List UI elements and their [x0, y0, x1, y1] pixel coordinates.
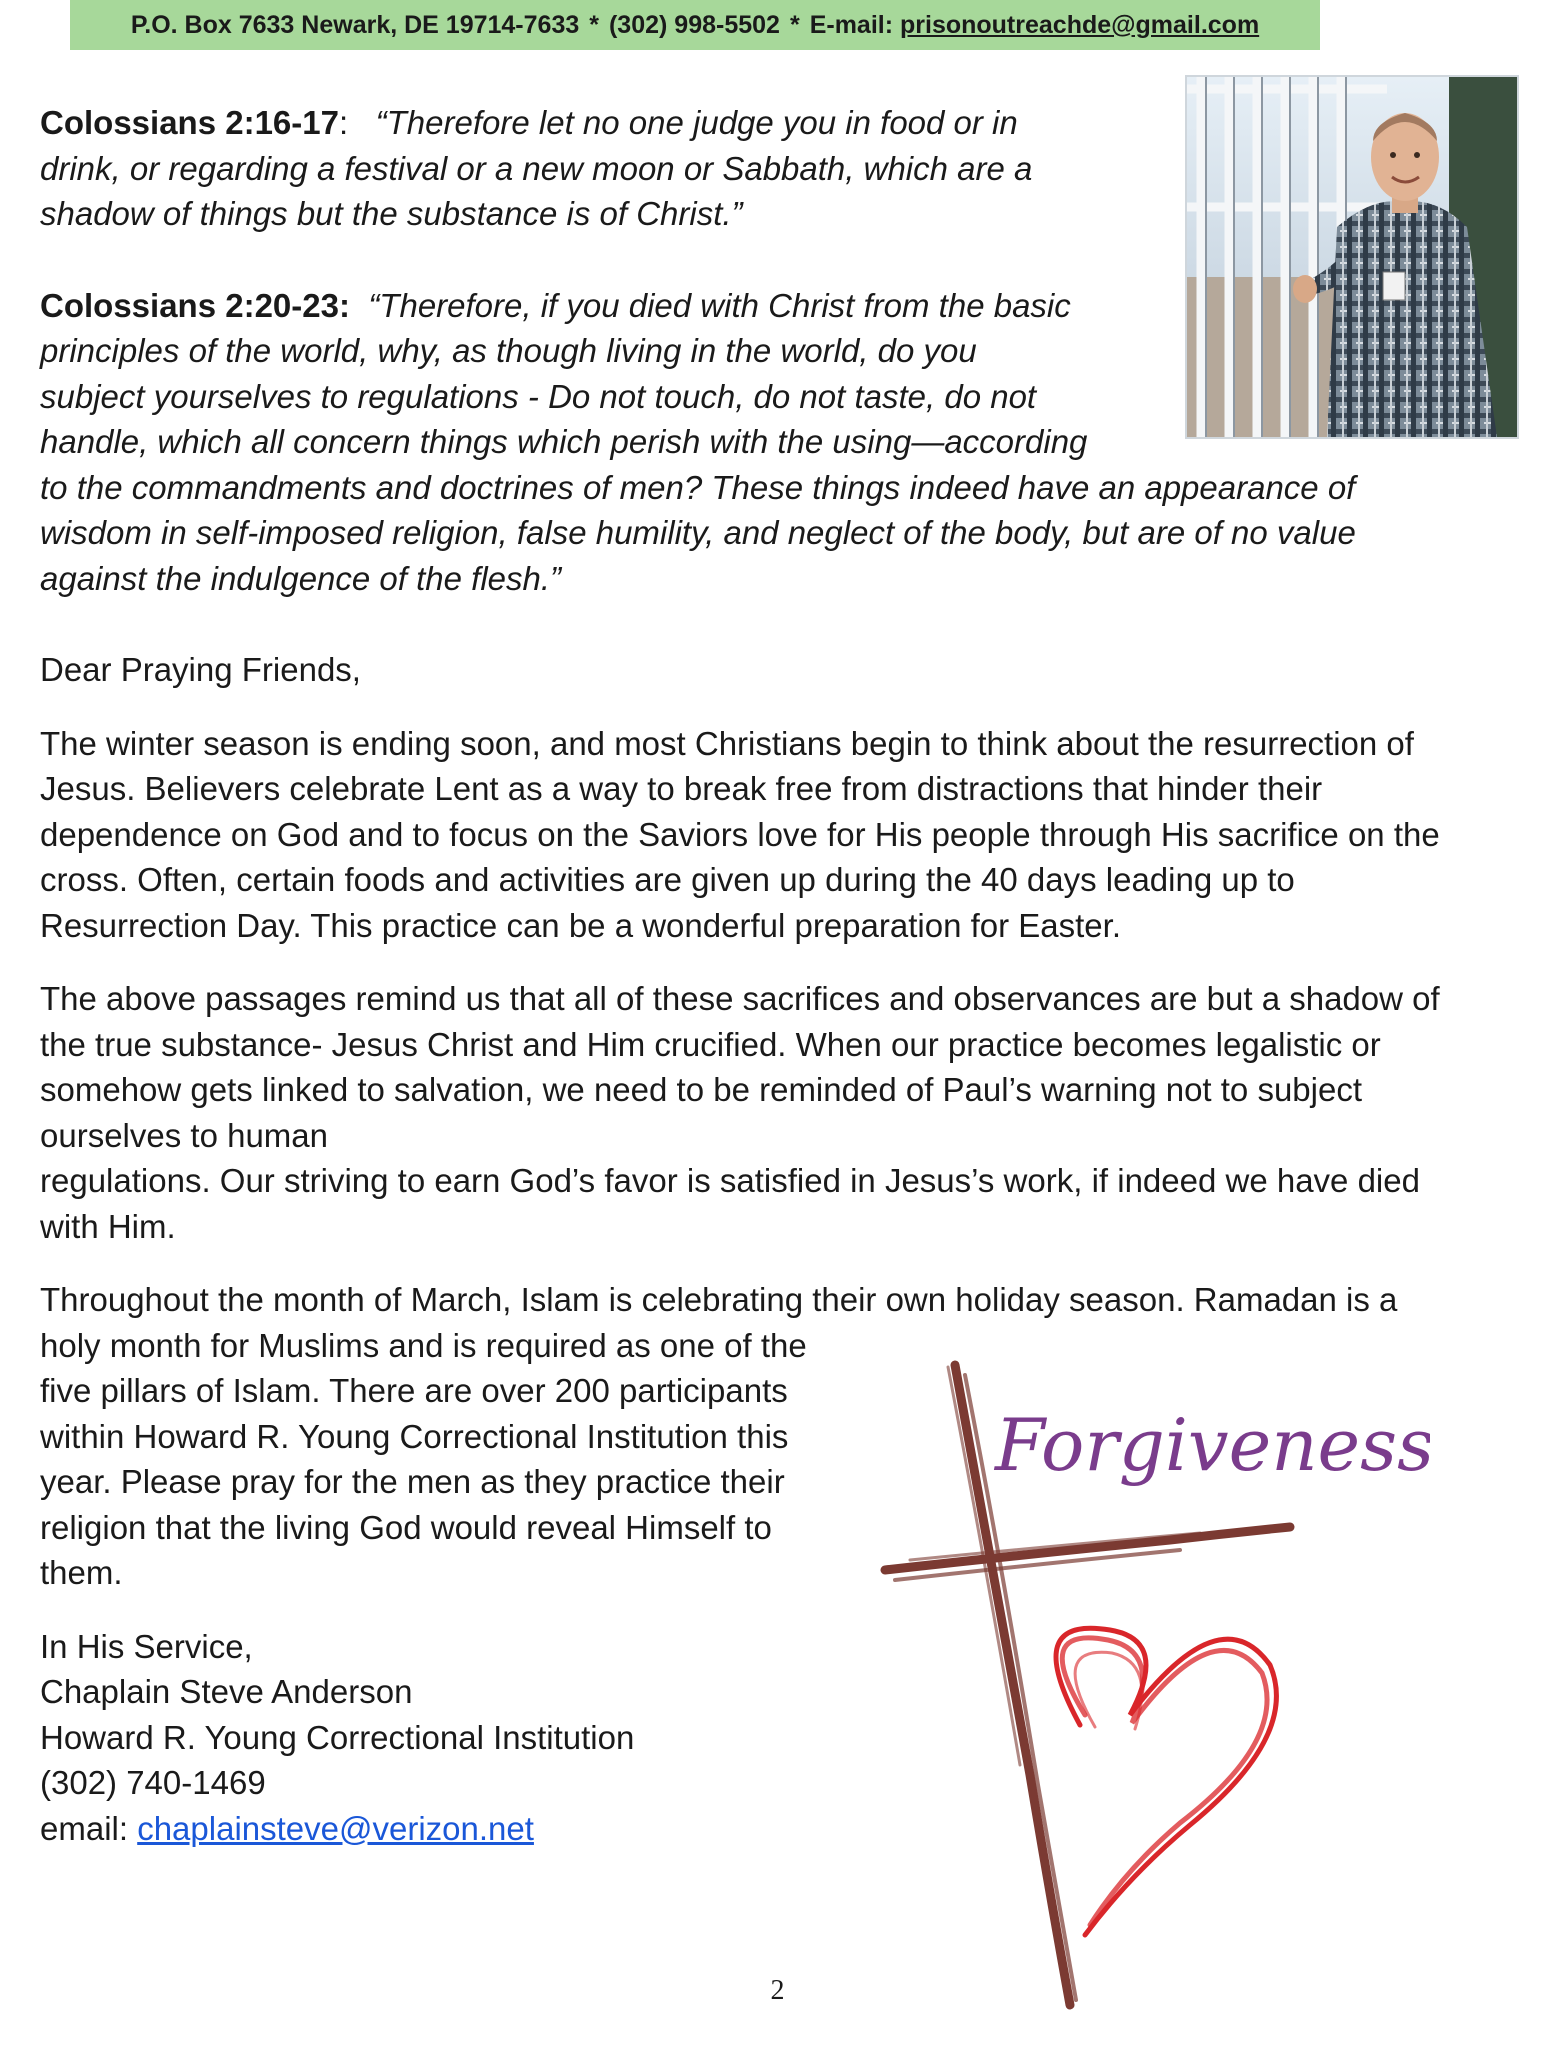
header-bar — [70, 0, 1320, 50]
signer-email-label: email: — [40, 1809, 129, 1847]
signer-phone: (302) 740-1469 — [40, 1764, 266, 1801]
paragraph-line: religion that the living God would reveal Himself to — [40, 1508, 772, 1546]
paragraph-line: with Him. — [40, 1207, 176, 1245]
verse-line: “Therefore let no one judge you in food or in — [375, 104, 1018, 141]
verse-line: “Therefore, if you died with Christ from the basic — [368, 286, 1071, 324]
verse-reference-colon: : — [338, 104, 349, 141]
paragraph-line: year. Please pray for the men as they practice their — [40, 1463, 785, 1500]
verse-block-1 — [40, 100, 1160, 237]
paragraph-line: holy month for Muslims and is required as one of the — [40, 1326, 807, 1364]
header-address: P.O. Box 7633 Newark, DE 19714-7633 — [130, 11, 580, 39]
paragraph-lent — [40, 721, 1510, 949]
forgiveness-cross-heart-image — [870, 1355, 1430, 2015]
verse-line: against the indulgence of the flesh.” — [40, 559, 562, 597]
signer-email-link[interactable]: chaplainsteve@verizon.net — [137, 1809, 534, 1847]
paragraph-line: ourselves to human — [40, 1116, 328, 1154]
forgiveness-word: Forgiveness — [995, 1403, 1430, 1487]
verse-reference: Colossians 2:16-17 — [40, 104, 339, 141]
closing: In His Service, — [40, 1627, 253, 1665]
paragraph-line: somehow gets linked to salvation, we need to be reminded of Paul’s warning not to subject — [40, 1071, 1363, 1108]
header-separator: * — [589, 11, 599, 39]
verse-line: wisdom in self-imposed religion, false humility, and neglect of the body, but are of no value — [40, 514, 1356, 551]
verse-reference: Colossians 2:20-23: — [40, 286, 350, 324]
verse-line: handle, which all concern things which perish with the using—according — [40, 423, 1088, 460]
signer-institution: Howard R. Young Correctional Institution — [40, 1718, 635, 1756]
paragraph-line: the true substance- Jesus Christ and Him crucified. When our practice becomes legalistic or — [40, 1025, 1381, 1063]
page-number: 2 — [770, 1975, 785, 2006]
verse-block-2 — [40, 283, 1510, 602]
paragraph-line: Resurrection Day. This practice can be a wonderful preparation for Easter. — [40, 906, 1121, 944]
paragraph-line: dependence on God and to focus on the Saviors love for His people through His sacrifice on the — [40, 815, 1440, 853]
verse-line: principles of the world, why, as though living in the world, do you — [40, 332, 977, 369]
verse-line: shadow of things but the substance is of Christ.” — [40, 195, 743, 232]
paragraph-line: five pillars of Islam. There are over 200 participants — [40, 1372, 788, 1409]
header-email-link[interactable]: prisonoutreachde@gmail.com — [900, 11, 1260, 39]
header-separator: * — [789, 11, 800, 39]
verse-line: drink, or regarding a festival or a new moon or Sabbath, which are a — [40, 149, 1033, 187]
paragraph-line: regulations. Our striving to earn God’s favor is satisfied in Jesus’s work, if indeed we have died — [40, 1162, 1420, 1199]
header-email-label: E-mail: — [809, 11, 894, 39]
verse-line: subject yourselves to regulations - Do not touch, do not taste, do not — [40, 377, 1037, 415]
verse-line: to the commandments and doctrines of men? These things indeed have an appearance of — [40, 468, 1356, 506]
paragraph-line: The above passages remind us that all of these sacrifices and observances are but a shadow of — [40, 980, 1440, 1017]
signer-name: Chaplain Steve Anderson — [40, 1673, 413, 1710]
paragraph-line: Jesus. Believers celebrate Lent as a way to break free from distractions that hinder their — [40, 770, 1323, 807]
header-phone: (302) 998-5502 — [608, 11, 780, 39]
paragraph-line: Throughout the month of March, Islam is celebrating their own holiday season. Ramadan is a — [40, 1281, 1398, 1318]
paragraph-line: The winter season is ending soon, and most Christians begin to think about the resurrection of — [40, 724, 1414, 762]
paragraph-line: within Howard R. Young Correctional Institution this — [40, 1417, 789, 1455]
paragraph-line: them. — [40, 1554, 123, 1591]
paragraph-passages — [40, 976, 1510, 1249]
paragraph-line: cross. Often, certain foods and activities are given up during the 40 days leading up to — [40, 861, 1295, 898]
salutation: Dear Praying Friends, — [40, 651, 361, 688]
forgiveness-graphic — [870, 1355, 1430, 2015]
